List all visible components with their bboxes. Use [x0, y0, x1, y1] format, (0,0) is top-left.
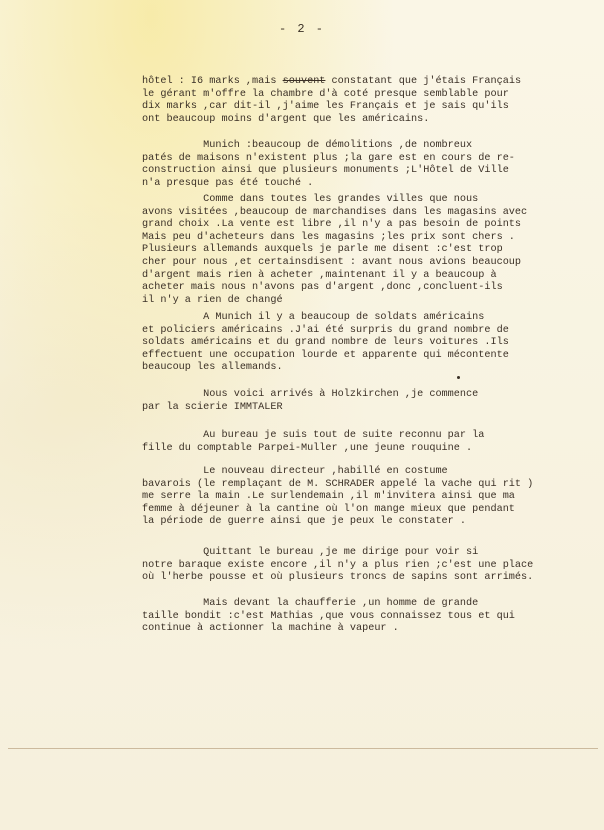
struck-word: souvent [282, 76, 326, 87]
text-line: le gérant m'offre la chambre d'à coté presque semblable pour [142, 88, 509, 100]
text-line: n'a presque pas été touché . [142, 177, 314, 189]
text-line: bavarois (le remplaçant de M. SCHRADER appelé la vache qui rit ) [142, 478, 534, 490]
paragraph-hotel [142, 76, 592, 126]
page-number: - 2 - [278, 22, 325, 36]
text-line: la période de guerre ainsi que je peux le constater . [142, 516, 467, 528]
text-line: Mais devant la chaufferie ,un homme de grande [142, 598, 479, 609]
text-line: patés de maisons n'existent plus ;la gare est en cours de re- [142, 152, 515, 164]
text-line: Le nouveau directeur ,habillé en costume [142, 466, 448, 477]
ink-speck [457, 376, 460, 379]
paragraph-holzkirchen [142, 389, 592, 414]
text-line: et policiers américains .J'ai été surpris du grand nombre de [142, 324, 509, 336]
paragraph-bureau [142, 430, 592, 455]
text-line: dix marks ,car dit-il ,j'aime les Français et je sais qu'ils [142, 101, 509, 113]
text-line: construction ainsi que plusieurs monuments ;L'Hôtel de Ville [142, 165, 509, 177]
text-line: Au bureau je suis tout de suite reconnu par la [142, 430, 485, 441]
text-line: hôtel : I6 marks ,mais souvent constatant que j'étais Français [142, 76, 522, 87]
paragraph-american-soldiers [142, 312, 592, 375]
paragraph-shops [142, 194, 592, 307]
text-line: notre baraque existe encore ,il n'y a plus rien ;c'est une place [142, 559, 534, 571]
text-line: beaucoup les allemands. [142, 362, 283, 374]
text-line: ont beaucoup moins d'argent que les américains. [142, 113, 430, 125]
text-line: acheter mais nous n'avons pas d'argent ,donc ,concluent-ils [142, 282, 503, 294]
text-line: cher pour nous ,et certainsdisent : avant nous avions beaucoup [142, 256, 522, 268]
text-line: continue à actionner la machine à vapeur . [142, 623, 399, 635]
paragraph-baraque [142, 547, 592, 585]
text-line: femme à déjeuner à la cantine où l'on mange mieux que pendant [142, 503, 515, 515]
text-line: avons visitées ,beaucoup de marchandises dans les magasins avec [142, 206, 528, 218]
text-line: effectuent une occupation lourde et apparente qui mécontente [142, 349, 509, 361]
text-line: Comme dans toutes les grandes villes que nous [142, 194, 479, 205]
paragraph-chaufferie [142, 598, 592, 636]
text-line: Quittant le bureau ,je me dirige pour voir si [142, 547, 479, 558]
paragraph-munich-demolitions [142, 140, 592, 190]
text-line: fille du comptable Parpei-Muller ,une jeune rouquine . [142, 442, 473, 454]
text-line: où l'herbe pousse et où plusieurs troncs de sapins sont arrimés. [142, 572, 534, 584]
paragraph-director [142, 466, 592, 529]
text-line: me serre la main .Le surlendemain ,il m'invitera ainsi que ma [142, 491, 515, 503]
text-line: grand choix .La vente est libre ,il n'y a pas besoin de points [142, 219, 522, 231]
text-line: soldats américains et du grand nombre de leurs voitures .Ils [142, 337, 509, 349]
text-line: il n'y a rien de changé [142, 294, 283, 306]
text-line: Munich :beaucoup de démolitions ,de nombreux [142, 140, 473, 151]
text-line: par la scierie IMMTALER [142, 401, 283, 413]
text-line: d'argent mais rien à acheter ,maintenant il y a beaucoup à [142, 269, 497, 281]
text-line: Plusieurs allemands auxquels je parle me disent :c'est trop [142, 244, 503, 256]
text-line: A Munich il y a beaucoup de soldats américains [142, 312, 485, 323]
text-line: taille bondit :c'est Mathias ,que vous connaissez tous et qui [142, 610, 515, 622]
text-line: Nous voici arrivés à Holzkirchen ,je commence [142, 389, 479, 400]
page-fold-line [8, 748, 598, 749]
text-line: Mais peu d'acheteurs dans les magasins ;les prix sont chers . [142, 231, 515, 243]
